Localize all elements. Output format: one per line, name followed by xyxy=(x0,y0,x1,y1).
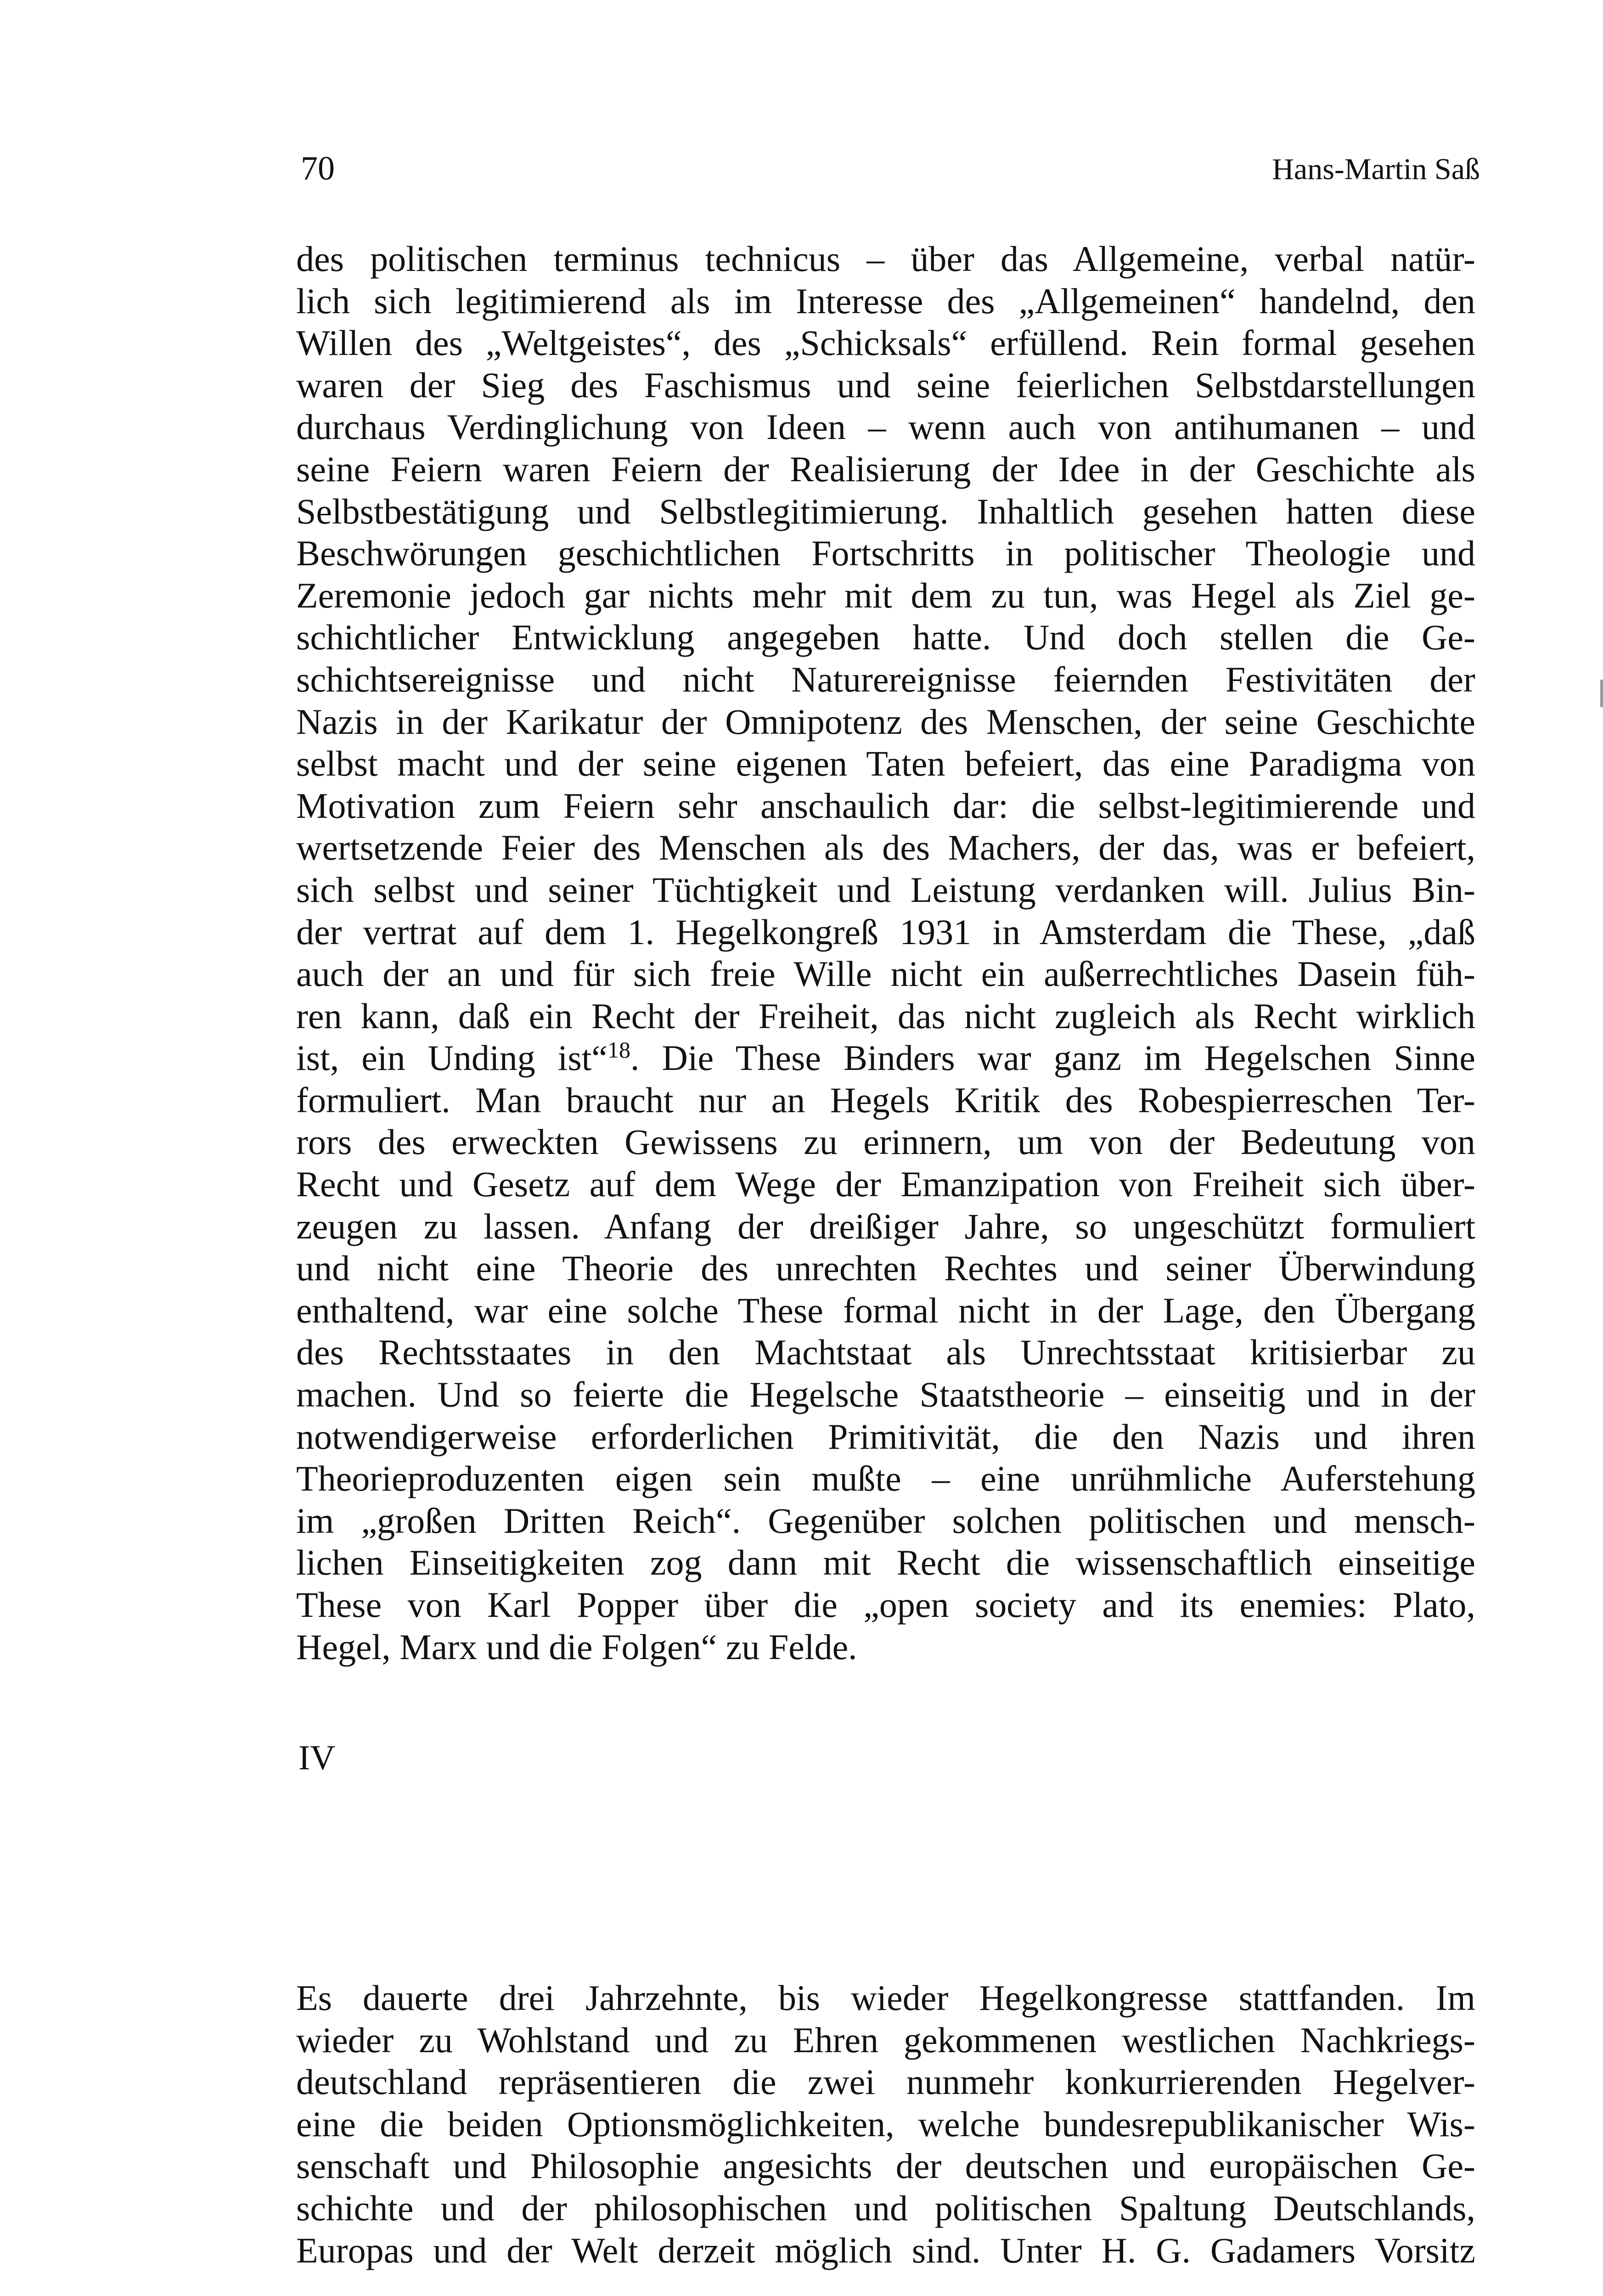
text-line: selbst macht und der seine eigenen Taten befeiert, das eine Paradigma von xyxy=(296,743,1475,784)
text-line: seine Feiern waren Feiern der Realisierung der Idee in der Geschichte als xyxy=(296,449,1475,489)
text-segment: . Die These Binders war ganz im Hegelschen Sinne xyxy=(630,1038,1475,1078)
text-segment: ist, ein Unding ist“ xyxy=(296,1038,607,1078)
text-line: des Rechtsstaates in den Machtstaat als Unrechtsstaat kritisierbar zu xyxy=(296,1332,1475,1373)
text-line: These von Karl Popper über die „open society and its enemies: Plato, xyxy=(296,1585,1475,1625)
text-line: schichtsereignisse und nicht Naturereignisse feiernden Festivitäten der xyxy=(296,659,1475,699)
text-line: zeugen zu lassen. Anfang der dreißiger Jahre, so ungeschützt formuliert xyxy=(296,1206,1475,1246)
text-line: Hegel, Marx und die Folgen“ zu Felde. xyxy=(296,1626,857,1667)
text-line: notwendigerweise erforderlichen Primitivität, die den Nazis und ihren xyxy=(296,1416,1475,1457)
running-head-author: Hans-Martin Saß xyxy=(1272,152,1480,186)
text-line: waren der Sieg des Faschismus und seine feierlichen Selbstdarstellungen xyxy=(296,365,1475,405)
text-line: Zeremonie jedoch gar nichts mehr mit dem zu tun, was Hegel als Ziel ge- xyxy=(296,575,1475,615)
text-line: ren kann, daß ein Recht der Freiheit, das nicht zugleich als Recht wirklich xyxy=(296,996,1475,1036)
text-line: Nazis in der Karikatur der Omnipotenz des Menschen, der seine Geschichte xyxy=(296,701,1475,742)
page-number: 70 xyxy=(301,150,335,187)
text-line: wertsetzende Feier des Menschen als des Machers, der das, was er befeiert, xyxy=(296,827,1475,868)
paragraph-main xyxy=(296,238,1475,1668)
text-line: des politischen terminus technicus – über das Allgemeine, verbal natür- xyxy=(296,239,1475,279)
text-line: Europas und der Welt derzeit möglich sind. Unter H. G. Gadamers Vorsitz xyxy=(296,2230,1475,2270)
text-line: deutschland repräsentieren die zwei nunmehr konkurrierenden Hegelver- xyxy=(296,2062,1475,2102)
text-line: Beschwörungen geschichtlichen Fortschritts in politischer Theologie und xyxy=(296,533,1475,574)
text-line: Es dauerte drei Jahrzehnte, bis wieder Hegelkongresse stattfanden. Im xyxy=(296,1978,1475,2018)
footnote-reference: 18 xyxy=(607,1037,630,1063)
text-line: lichen Einseitigkeiten zog dann mit Recht die wissenschaftlich einseitige xyxy=(296,1542,1475,1583)
text-line: Selbstbestätigung und Selbstlegitimierung. Inhaltlich gesehen hatten diese xyxy=(296,491,1475,531)
text-line: senschaft und Philosophie angesichts der deutschen und europäischen Ge- xyxy=(296,2146,1475,2186)
text-line: sich selbst und seiner Tüchtigkeit und Leistung verdanken will. Julius Bin- xyxy=(296,869,1475,910)
text-line: rors des erweckten Gewissens zu erinnern, um von der Bedeutung von xyxy=(296,1122,1475,1162)
text-line: Theorieproduzenten eigen sein mußte – eine unrühmliche Auferstehung xyxy=(296,1458,1475,1499)
text-line: formuliert. Man braucht nur an Hegels Kritik des Robespierreschen Ter- xyxy=(296,1080,1475,1120)
text-line: Recht und Gesetz auf dem Wege der Emanzipation von Freiheit sich über- xyxy=(296,1164,1475,1204)
text-line: Motivation zum Feiern sehr anschaulich dar: die selbst-legitimierende und xyxy=(296,785,1475,826)
scan-edge-mark xyxy=(1600,680,1603,707)
text-line-with-footnote xyxy=(296,1037,1475,1079)
text-line: auch der an und für sich freie Wille nicht ein außerrechtliches Dasein füh- xyxy=(296,954,1475,994)
text-line: lich sich legitimierend als im Interesse des „Allgemeinen“ handelnd, den xyxy=(296,281,1475,321)
paragraph-section-iv xyxy=(296,1977,1475,2271)
text-line: wieder zu Wohlstand und zu Ehren gekommenen westlichen Nachkriegs- xyxy=(296,2020,1475,2060)
text-line: der vertrat auf dem 1. Hegelkongreß 1931 in Amsterdam die These, „daß xyxy=(296,912,1475,952)
text-line: machen. Und so feierte die Hegelsche Staatstheorie – einseitig und in der xyxy=(296,1374,1475,1415)
text-line: durchaus Verdinglichung von Ideen – wenn auch von antihumanen – und xyxy=(296,407,1475,447)
text-line: schichtlicher Entwicklung angegeben hatte. Und doch stellen die Ge- xyxy=(296,617,1475,658)
text-line: und nicht eine Theorie des unrechten Rechtes und seiner Überwindung xyxy=(296,1248,1475,1289)
section-heading: IV xyxy=(298,1739,336,1777)
text-line: schichte und der philosophischen und politischen Spaltung Deutschlands, xyxy=(296,2188,1475,2228)
text-line: eine die beiden Optionsmöglichkeiten, welche bundesrepublikanischer Wis- xyxy=(296,2104,1475,2144)
text-line: Willen des „Weltgeistes“, des „Schicksals“ erfüllend. Rein formal gesehen xyxy=(296,323,1475,363)
text-line: im „großen Dritten Reich“. Gegenüber solchen politischen und mensch- xyxy=(296,1500,1475,1541)
text-line: enthaltend, war eine solche These formal nicht in der Lage, den Übergang xyxy=(296,1290,1475,1330)
